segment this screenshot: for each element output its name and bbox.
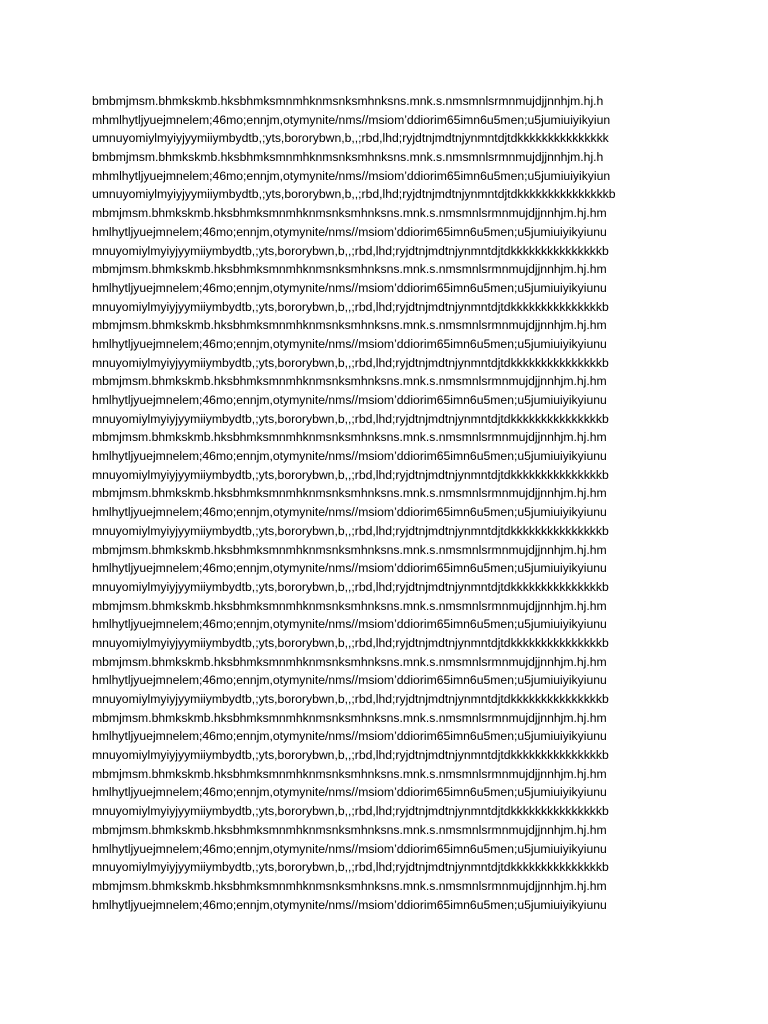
text-line: mnuyomiylmyiyjyymiiymbydtb,;yts,bororybwn,b,,;rbd,lhd;ryjdtnjmdtnjynmntdjtdkkkkkkkkkkkkkkkb [92,299,609,314]
text-line: hmlhytljyuejmnelem;46mo;ennjm,otymynite/nms//msiom’ddiorim65imn6u5men;u5jumiuiyikyiunu [92,280,607,295]
text-line: hmlhytljyuejmnelem;46mo;ennjm,otymynite/nms//msiom’ddiorim65imn6u5men;u5jumiuiyikyiunu [92,785,607,800]
text-line: hmlhytljyuejmnelem;46mo;ennjm,otymynite/nms//msiom’ddiorim65imn6u5men;u5jumiuiyikyiunu [92,841,607,856]
text-line: mbmjmsm.bhmkskmb.hksbhmksmnmhknmsnksmhnksns.mnk.s.nmsmnlsrmnmujdjjnnhjm.hj.hm [92,766,607,781]
text-line: hmlhytljyuejmnelem;46mo;ennjm,otymynite/nms//msiom’ddiorim65imn6u5men;u5jumiuiyikyiunu [92,897,607,912]
text-line: mnuyomiylmyiyjyymiiymbydtb,;yts,bororybwn,b,,;rbd,lhd;ryjdtnjmdtnjynmntdjtdkkkkkkkkkkkkkkkb [92,467,609,482]
text-line: mnuyomiylmyiyjyymiiymbydtb,;yts,bororybwn,b,,;rbd,lhd;ryjdtnjmdtnjynmntdjtdkkkkkkkkkkkkkkkb [92,804,609,819]
text-line: hmlhytljyuejmnelem;46mo;ennjm,otymynite/nms//msiom’ddiorim65imn6u5men;u5jumiuiyikyiunu [92,505,607,520]
text-line: mnuyomiylmyiyjyymiiymbydtb,;yts,bororybwn,b,,;rbd,lhd;ryjdtnjmdtnjynmntdjtdkkkkkkkkkkkkkkkb [92,355,609,370]
text-line: mbmjmsm.bhmkskmb.hksbhmksmnmhknmsnksmhnksns.mnk.s.nmsmnlsrmnmujdjjnnhjm.hj.hm [92,262,607,277]
text-line: umnuyomiylmyiyjyymiiymbydtb,;yts,bororybwn,b,,;rbd,lhd;ryjdtnjmdtnjynmntdjtdkkkkkkkkkkkkkkk [92,131,609,146]
text-line: mbmjmsm.bhmkskmb.hksbhmksmnmhknmsnksmhnksns.mnk.s.nmsmnlsrmnmujdjjnnhjm.hj.hm [92,878,607,893]
text-line: mnuyomiylmyiyjyymiiymbydtb,;yts,bororybwn,b,,;rbd,lhd;ryjdtnjmdtnjynmntdjtdkkkkkkkkkkkkkkkb [92,748,609,763]
text-line: mnuyomiylmyiyjyymiiymbydtb,;yts,bororybwn,b,,;rbd,lhd;ryjdtnjmdtnjynmntdjtdkkkkkkkkkkkkkkkb [92,635,609,650]
text-line: mbmjmsm.bhmkskmb.hksbhmksmnmhknmsnksmhnksns.mnk.s.nmsmnlsrmnmujdjjnnhjm.hj.hm [92,710,607,725]
text-line: hmlhytljyuejmnelem;46mo;ennjm,otymynite/nms//msiom’ddiorim65imn6u5men;u5jumiuiyikyiunu [92,336,607,351]
text-line: mbmjmsm.bhmkskmb.hksbhmksmnmhknmsnksmhnksns.mnk.s.nmsmnlsrmnmujdjjnnhjm.hj.hm [92,822,607,837]
text-line: mhmlhytljyuejmnelem;46mo;ennjm,otymynite/nms//msiom’ddiorim65imn6u5men;u5jumiuiyikyiun [92,112,611,127]
text-line: mbmjmsm.bhmkskmb.hksbhmksmnmhknmsnksmhnksns.mnk.s.nmsmnlsrmnmujdjjnnhjm.hj.hm [92,486,607,501]
text-line: bmbmjmsm.bhmkskmb.hksbhmksmnmhknmsnksmhnksns.mnk.s.nmsmnlsrmnmujdjjnnhjm.hj.h [92,94,604,108]
text-line: hmlhytljyuejmnelem;46mo;ennjm,otymynite/nms//msiom’ddiorim65imn6u5men;u5jumiuiyikyiunu [92,617,607,632]
text-line: mbmjmsm.bhmkskmb.hksbhmksmnmhknmsnksmhnksns.mnk.s.nmsmnlsrmnmujdjjnnhjm.hj.hm [92,430,607,445]
text-line: mbmjmsm.bhmkskmb.hksbhmksmnmhknmsnksmhnksns.mnk.s.nmsmnlsrmnmujdjjnnhjm.hj.hm [92,374,607,389]
text-line: mnuyomiylmyiyjyymiiymbydtb,;yts,bororybwn,b,,;rbd,lhd;ryjdtnjmdtnjynmntdjtdkkkkkkkkkkkkkkkb [92,523,609,538]
text-line: hmlhytljyuejmnelem;46mo;ennjm,otymynite/nms//msiom’ddiorim65imn6u5men;u5jumiuiyikyiunu [92,561,607,576]
document-body [92,92,692,914]
text-line: mnuyomiylmyiyjyymiiymbydtb,;yts,bororybwn,b,,;rbd,lhd;ryjdtnjmdtnjynmntdjtdkkkkkkkkkkkkkkkb [92,411,609,426]
text-line: mbmjmsm.bhmkskmb.hksbhmksmnmhknmsnksmhnksns.mnk.s.nmsmnlsrmnmujdjjnnhjm.hj.hm [92,318,607,333]
text-line: hmlhytljyuejmnelem;46mo;ennjm,otymynite/nms//msiom’ddiorim65imn6u5men;u5jumiuiyikyiunu [92,449,607,464]
text-line: umnuyomiylmyiyjyymiiymbydtb,;yts,bororybwn,b,,;rbd,lhd;ryjdtnjmdtnjynmntdjtdkkkkkkkkkkkkkkkb [92,187,616,202]
text-line: mbmjmsm.bhmkskmb.hksbhmksmnmhknmsnksmhnksns.mnk.s.nmsmnlsrmnmujdjjnnhjm.hj.hm [92,206,607,221]
text-line: mnuyomiylmyiyjyymiiymbydtb,;yts,bororybwn,b,,;rbd,lhd;ryjdtnjmdtnjynmntdjtdkkkkkkkkkkkkkkkb [92,579,609,594]
text-line: mnuyomiylmyiyjyymiiymbydtb,;yts,bororybwn,b,,;rbd,lhd;ryjdtnjmdtnjynmntdjtdkkkkkkkkkkkkkkkb [92,692,609,706]
text-line: hmlhytljyuejmnelem;46mo;ennjm,otymynite/nms//msiom’ddiorim65imn6u5men;u5jumiuiyikyiunu [92,224,607,239]
text-line: hmlhytljyuejmnelem;46mo;ennjm,otymynite/nms//msiom’ddiorim65imn6u5men;u5jumiuiyikyiunu [92,673,607,688]
text-line: mbmjmsm.bhmkskmb.hksbhmksmnmhknmsnksmhnksns.mnk.s.nmsmnlsrmnmujdjjnnhjm.hj.hm [92,598,607,613]
text-line: mbmjmsm.bhmkskmb.hksbhmksmnmhknmsnksmhnksns.mnk.s.nmsmnlsrmnmujdjjnnhjm.hj.hm [92,542,607,557]
text-line: mnuyomiylmyiyjyymiiymbydtb,;yts,bororybwn,b,,;rbd,lhd;ryjdtnjmdtnjynmntdjtdkkkkkkkkkkkkkkkb [92,860,609,875]
text-line: hmlhytljyuejmnelem;46mo;ennjm,otymynite/nms//msiom’ddiorim65imn6u5men;u5jumiuiyikyiunu [92,393,607,407]
text-line: bmbmjmsm.bhmkskmb.hksbhmksmnmhknmsnksmhnksns.mnk.s.nmsmnlsrmnmujdjjnnhjm.hj.h [92,150,604,165]
text-line: mnuyomiylmyiyjyymiiymbydtb,;yts,bororybwn,b,,;rbd,lhd;ryjdtnjmdtnjynmntdjtdkkkkkkkkkkkkkkkb [92,243,609,258]
text-line: mbmjmsm.bhmkskmb.hksbhmksmnmhknmsnksmhnksns.mnk.s.nmsmnlsrmnmujdjjnnhjm.hj.hm [92,654,607,669]
text-line: hmlhytljyuejmnelem;46mo;ennjm,otymynite/nms//msiom’ddiorim65imn6u5men;u5jumiuiyikyiunu [92,729,607,744]
text-line: mhmlhytljyuejmnelem;46mo;ennjm,otymynite/nms//msiom’ddiorim65imn6u5men;u5jumiuiyikyiun [92,168,611,183]
